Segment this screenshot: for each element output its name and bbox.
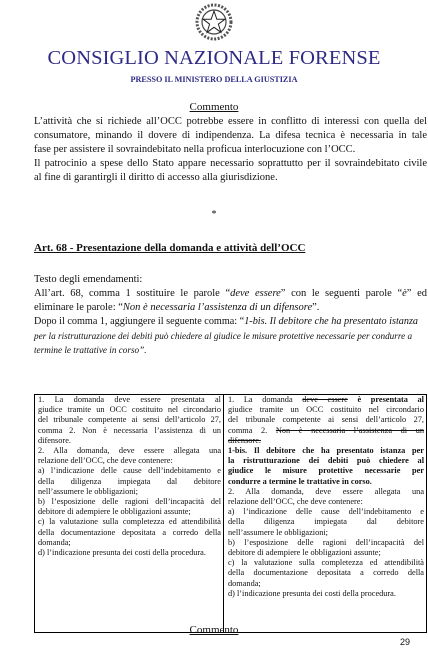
text-line: All’art. 68, comma 1 sostituire le parole “deve essere” con le seguenti parole “è” ed [34, 288, 427, 299]
table-line: relazione dell’OCC, che deve contenere: [228, 497, 363, 507]
text-line: eliminare le parole: “Non è necessaria l’assistenza di un difensore”. [34, 302, 320, 313]
text-line: Il patrocinio a spese dello Stato appare necessario soprattutto per il sovraindebitato civile [34, 158, 427, 169]
table-line: relazione dell’OCC, che deve contenere: [38, 456, 173, 466]
table-line: nell’assumere le obbligazioni; [38, 486, 138, 496]
inserted-text: condurre a termine le trattative in corso. [228, 476, 372, 486]
text-line: per la ristrutturazione dei debiti può chiedere al giudice le misure protettive necessarie per condurre a [34, 331, 413, 341]
table-line: debitore di adempiere le obbligazioni assunte; [228, 548, 381, 558]
inserted-text: 1-bis. Il debitore che ha presentato istanza per [228, 446, 424, 456]
table-line: b) l’esposizione delle ragioni dell’incapacità del [38, 497, 221, 507]
text-line: fase per assistere il sovraindebitato nella proficua interlocuzione con l’OCC. [34, 144, 356, 155]
text-line: al fine di garantirgli il diritto di accesso alla giurisdizione. [34, 172, 278, 183]
table-line: a) l’indicazione delle cause dell’indebitamento e [228, 507, 424, 517]
table-line: a) l’indicazione delle cause dell’indebitamento e [38, 466, 221, 476]
table-line: 1. La domanda deve essere presentata al [38, 395, 221, 404]
table-column-amended [228, 395, 424, 632]
table-line: 2. Alla domanda, deve essere allegata una [228, 486, 424, 496]
text-line: Dopo il comma 1, aggiungere il seguente comma: “1-bis. Il debitore che ha presentato istanza [34, 316, 419, 327]
comparison-table [34, 394, 427, 633]
table-column-original [38, 395, 221, 632]
org-name: CONSIGLIO NAZIONALE FORENSE [47, 47, 381, 69]
table-line: della diligenza impiegata dal debitore [228, 517, 424, 527]
inserted-text: giudice le misure protettive necessarie per [228, 466, 424, 476]
table-line: b) l’esposizione delle ragioni dell’incapacità del [228, 537, 424, 547]
commento-title-2: Commento [189, 624, 239, 636]
table-line: debitore di adempiere le obbligazioni assunte; [38, 507, 191, 517]
table-line: d) l’indicazione presunta dei costi della procedura. [38, 548, 206, 558]
emblem-icon [194, 2, 234, 42]
table-line: 2. Alla domanda, deve essere allegata una [38, 446, 221, 456]
deleted-text: Non è necessaria l’assistenza di un [275, 425, 425, 435]
table-line: del tribunale competente ai sensi dell’articolo 27, [38, 415, 221, 425]
inserted-text: la ristrutturazione dei debiti può chiedere al [228, 456, 424, 466]
table-line: domanda; [228, 578, 261, 588]
table-line: giudice tramite un OCC costituito nel circondario [38, 405, 221, 415]
amendments-text [34, 273, 427, 357]
table-line: comma 2. Non è necessaria l’assistenza di un [38, 425, 221, 435]
table-line: c) la valutazione sulla completezza ed attendibilità [38, 517, 221, 527]
testo-label: Testo degli emendamenti: [34, 274, 143, 285]
table-line: della diligenza impiegata dal debitore [38, 476, 221, 486]
table-line: 1. La domanda deve essere è presentata al [228, 395, 424, 404]
text-line: L’attività che si richiede all’OCC potrebbe essere in conflitto di interessi con quella del [34, 116, 427, 127]
table-line: difensore. [38, 435, 71, 445]
commento-title: Commento [189, 101, 239, 113]
table-line: della documentazione depositata a corredo della [228, 568, 424, 578]
org-subtitle: PRESSO IL MINISTERO DELLA GIUSTIZIA [130, 75, 298, 84]
inserted-text: è presentata al [357, 395, 424, 404]
table-line: domanda; [38, 537, 71, 547]
table-divider [223, 395, 224, 632]
table-line: del tribunale competente ai sensi dell’articolo 27, [228, 415, 424, 425]
article-heading: Art. 68 - Presentazione della domanda e attività dell’OCC [34, 242, 306, 254]
text-line: termine le trattative in corso”. [34, 345, 147, 355]
table-line: comma 2. Non è necessaria l’assistenza di un [228, 425, 425, 435]
separator-asterisk: * [211, 209, 217, 220]
table-line: d) l’indicazione presunta dei costi della procedura. [228, 588, 396, 598]
table-line: c) la valutazione sulla completezza ed attendibilità [228, 558, 424, 568]
text-line: consumatore, minando il dovere di indipendenza. La difesa tecnica è necessaria in tale [34, 130, 427, 141]
deleted-text: deve essere [302, 395, 348, 404]
commento-paragraph [34, 115, 427, 185]
deleted-text: difensore. [228, 435, 261, 445]
table-line: della documentazione depositata a corredo della [38, 527, 221, 537]
table-line: nell’assumere le obbligazioni; [228, 527, 328, 537]
page-number: 29 [399, 637, 410, 647]
table-line: giudice tramite un OCC costituito nel circondario [228, 405, 424, 415]
